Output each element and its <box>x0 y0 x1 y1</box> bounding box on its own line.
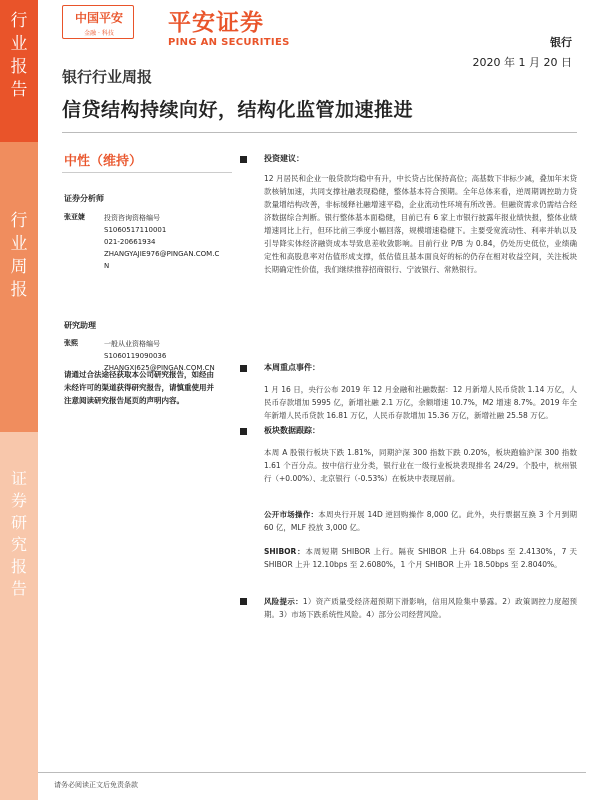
assistant-email[interactable]: ZHANGXI625@PINGAN.COM.CN <box>104 364 215 372</box>
analyst-card <box>64 212 234 272</box>
bullet-icon <box>240 598 247 605</box>
assistant-license: S1060119090036 <box>104 352 167 360</box>
side-char: 研 <box>10 513 27 532</box>
ping-an-securities-logo <box>168 4 290 48</box>
bullet-icon <box>240 428 247 435</box>
report-type: 银行行业周报 <box>62 68 153 86</box>
industry-label: 银行 <box>550 36 572 49</box>
footer-note: 请务必阅读正文后免责条款 <box>54 781 138 789</box>
side-char: 究 <box>10 535 27 554</box>
footer-divider <box>38 772 586 773</box>
investment-advice-heading: 投资建议： <box>264 154 304 163</box>
disclaimer: 请通过合法途径获取本公司研究报告，如经由未经许可的渠道获得研究报告，请慎重使用并注意阅读研究报告尾页的声明内容。 <box>64 370 214 405</box>
side-band <box>0 0 38 800</box>
sector-data-body: 本周 A 股银行板块下跌 1.81%，同期沪深 300 指数下跌 0.20%，板块跑输沪深 300 指数 1.61 个百分点。按中信行业分类，银行业在一级行业板块表现排名 24/29。个股中，杭州银行（+0.00%）、北京银行（-0.53%）在板块中表现居前。 <box>264 448 577 483</box>
side-char: 告 <box>10 80 28 100</box>
bullet-icon <box>240 365 247 372</box>
open-market-body: 本周央行开展 14D 逆回购操作 8,000 亿。此外，央行票据互换 3 个月到期 60 亿，MLF 投放 3,000 亿。 <box>264 510 577 532</box>
risk-body: 1）资产质量受经济超预期下滑影响，信用风险集中暴露。2）政策调控力度超预期。3）市场下跌系统性风险。4）部分公司经营风险。 <box>264 597 578 619</box>
side-char: 行 <box>10 11 28 31</box>
side-char: 报 <box>10 280 28 300</box>
ping-an-logo <box>62 5 134 39</box>
analyst-email[interactable]: ZHANGYAJIE976@PINGAN.COM.C <box>104 250 220 258</box>
shibor-paragraph <box>264 545 577 571</box>
analyst-info-line: 投资咨询资格编号 <box>104 214 160 222</box>
ping-an-logo-text: 中国平安 <box>74 11 123 25</box>
side-char: 报 <box>10 57 28 77</box>
side-char: 告 <box>10 579 27 598</box>
investment-advice-body: 12 月居民和企业一般贷款均稳中有升，中长贷占比保持高位；高基数下非标少减，叠加年末贷款核销加速，共同支撑社融表现稳健，整体基本符合预期。全年总体来看，逆周期调控助力贷款量增结构改善，非标缓释社融增速平稳，企业流动性环境有所改善。但融资需求仍需结合经济数据综合判断。银行整体基本面稳健，目前已有 6 家上市银行披露年报业绩快报，整体业绩增速同比上行，但环比前三季度小幅回落，规模增速稳健下。主要受宽流动性、利率并轨以及引导降实体经济融资成本导致息差收敛影响。目前行业 P/B 为 0.84，仍处历史低位，业绩确定性和高股息率对估值形成支撑，低估值且基本面良好的标的仍存在相对收益空间，关注板块长期确定性价值，我们继续推荐招商银行、宁波银行、常熟银行。 <box>264 174 577 274</box>
spacer <box>62 360 232 361</box>
side-label-research <box>0 432 38 800</box>
side-label-weekly <box>0 142 38 432</box>
securities-logo-en: PING AN SECURITIES <box>168 37 290 48</box>
ping-an-logo-subtext: 金融 · 科技 <box>84 30 114 37</box>
sector-data-heading: 板块数据跟踪： <box>264 426 320 435</box>
securities-logo-cn: 平安证券 <box>168 10 264 36</box>
analyst-email-cont: N <box>104 262 110 270</box>
side-char: 证 <box>10 469 27 488</box>
shibor-body: 本周短期 SHIBOR 上行。隔夜 SHIBOR 上升 64.08bps 至 2.4130%，7 天 SHIBOR 上升 12.10bps 至 2.6080%，1 个月 SHIBOR 上升 18.50bps 至 2.8040%。 <box>264 547 577 569</box>
divider <box>62 172 232 173</box>
analyst-heading: 证券分析师 <box>64 194 104 203</box>
analyst-phone: 021-20661934 <box>104 238 156 246</box>
key-events-body: 1 月 16 日，央行公布 2019 年 12 月金融和社融数据：12 月新增人民币贷款 1.14 万亿，人民币存款增加 5995 亿，新增社融 2.1 万亿，余额增速 10.7%，M2 增速 8.7%。2019 年全年新增人民币贷款 16.81 万亿，人民币存款增加 15.36 万亿，新增社融 25.58 万亿。 <box>264 385 577 420</box>
assistant-heading: 研究助理 <box>64 321 96 330</box>
analyst-name: 张亚婕 <box>64 213 85 221</box>
analyst-license: S1060517110001 <box>104 226 167 234</box>
shibor-label: SHIBOR： <box>264 547 306 556</box>
side-char: 报 <box>10 557 27 576</box>
side-char: 周 <box>10 257 28 277</box>
assistant-info-line: 一般从业资格编号 <box>104 340 160 348</box>
side-char: 业 <box>10 234 28 254</box>
open-market-label: 公开市场操作： <box>264 510 319 519</box>
analyst-info <box>104 212 234 272</box>
title-divider <box>62 132 577 133</box>
side-char: 行 <box>10 211 28 231</box>
rating: 中性（维持） <box>64 154 143 169</box>
risk-heading: 风险提示： <box>264 597 303 606</box>
side-label-industry-report <box>0 0 38 142</box>
assistant-name: 张熙 <box>64 339 78 347</box>
page-title: 信贷结构持续向好，结构化监管加速推进 <box>62 99 414 121</box>
report-date: 2020 年 1 月 20 日 <box>472 56 572 69</box>
open-market-paragraph <box>264 508 577 534</box>
key-events-heading: 本周重点事件： <box>264 363 320 372</box>
side-char: 业 <box>10 34 28 54</box>
bullet-icon <box>240 156 247 163</box>
side-char: 券 <box>10 491 27 510</box>
risk-paragraph <box>264 595 577 621</box>
